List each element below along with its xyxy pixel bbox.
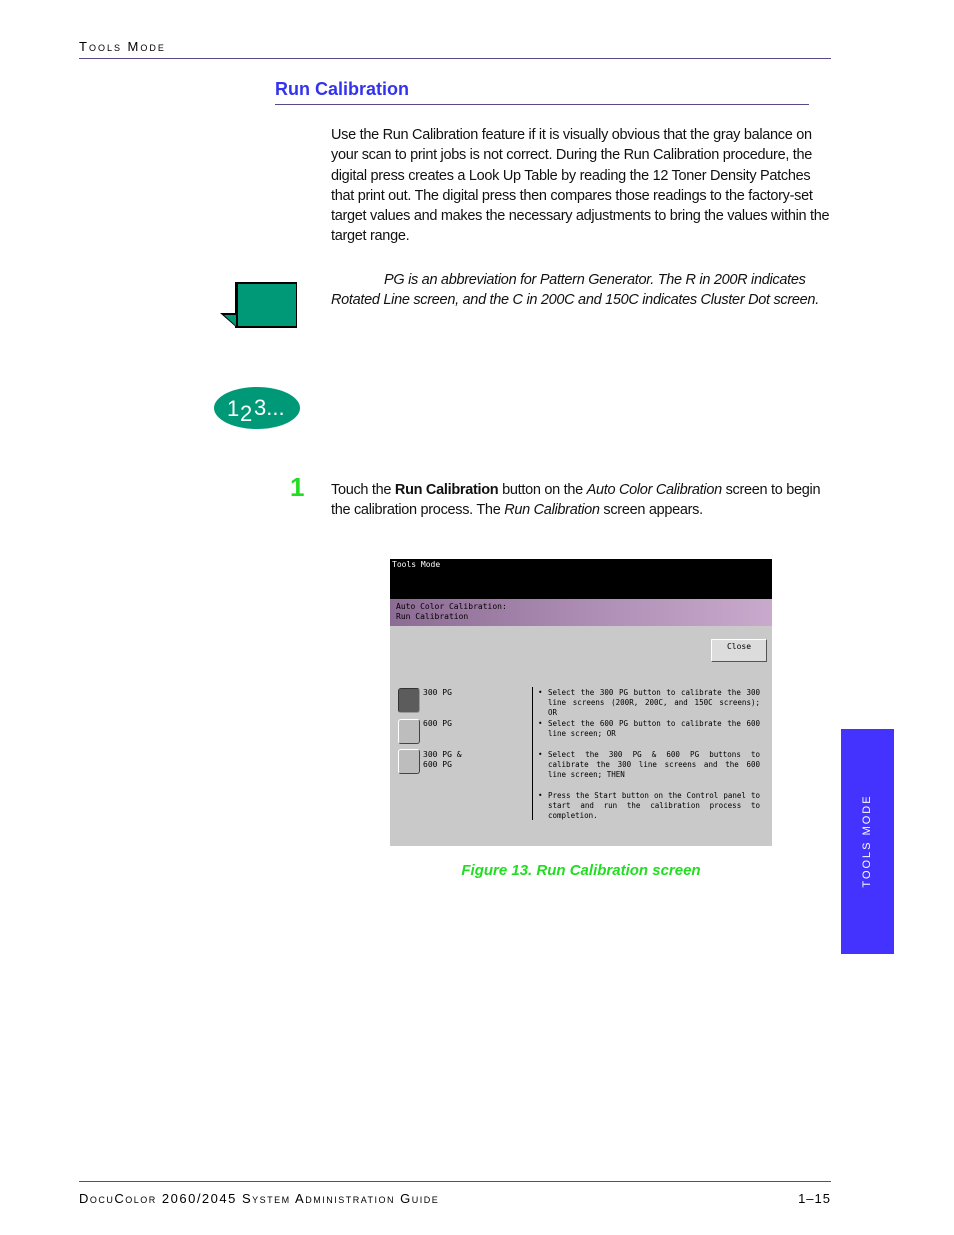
svg-text:1: 1 [227, 396, 240, 421]
instruction-bullet: • [538, 750, 543, 759]
intro-paragraph: Use the Run Calibration feature if it is visually obvious that the gray balance on your scan to print jobs is not correct. During the Run Calibration procedure, the digital press creates a Look Up Table by reading the 12 Toner Density Patches that print out. The digital press then compares those readings to the factory-set target values and makes the necessary adjustments to bring the values within the target range. [331, 127, 830, 245]
screen-breadcrumb-band [390, 599, 772, 651]
instruction-text: Select the 300 PG & 600 PG buttons to calibrate the 300 line screens and the 600 line screen; THEN [548, 750, 760, 780]
option-300pg-button[interactable] [398, 688, 420, 713]
option-600pg-button[interactable] [398, 719, 420, 744]
step-text-prefix: Touch the [331, 482, 395, 498]
running-header: Tools Mode [79, 39, 166, 54]
screen-title: Tools Mode [392, 560, 441, 569]
close-button[interactable]: Close [711, 639, 767, 662]
instruction-item [538, 791, 760, 822]
instruction-item [538, 688, 760, 719]
instruction-bullet: • [538, 688, 543, 697]
instruction-text: Select the 600 PG button to calibrate the 600 line screen; OR [548, 719, 760, 739]
step-text-middle: button on the [498, 482, 587, 498]
screen-breadcrumb [396, 602, 507, 622]
figure-caption: Figure 13. Run Calibration screen [461, 862, 701, 879]
step-text [331, 480, 836, 521]
section-heading: Run Calibration [275, 79, 409, 99]
section-rule [275, 104, 809, 105]
footer-title: DocuColor 2060/2045 System Administration Guide [79, 1191, 440, 1206]
svg-text:3...: 3... [254, 395, 285, 420]
option-600pg-label: 600 PG [423, 719, 452, 728]
steps-icon [213, 386, 301, 430]
step-text-end: screen appears. [599, 502, 703, 519]
step-text-suffix: screen to begin the calibration process. The [331, 482, 821, 519]
note-icon [220, 281, 300, 331]
breadcrumb-line-2: Run Calibration [396, 612, 469, 621]
note-text: PG is an abbreviation for Pattern Generator. The R in 200R indicates Rotated Line screen, and the C in 200C and 150C indicates Cluster Dot screen. [331, 272, 819, 309]
instruction-text: Press the Start button on the Control panel to start and run the calibration process to completion. [548, 791, 760, 821]
option-both-button[interactable] [398, 749, 420, 774]
step-button-name: Run Calibration [394, 482, 499, 498]
instruction-item [538, 750, 760, 781]
step-screen-name: Auto Color Calibration [586, 482, 722, 498]
instruction-bullet: • [538, 719, 543, 728]
screen-divider [532, 687, 533, 820]
breadcrumb-line-1: Auto Color Calibration: [396, 602, 507, 611]
step-number: 1 [290, 472, 305, 502]
footer-rule [79, 1181, 831, 1182]
side-tab-label: TOOLS MODE [861, 794, 873, 888]
instruction-bullet: • [538, 791, 543, 800]
option-both-label: 300 PG & 600 PG [423, 750, 462, 769]
option-300pg-label: 300 PG [423, 688, 452, 697]
step-result-screen: Run Calibration [504, 502, 600, 519]
screen-titlebar [390, 559, 772, 599]
run-calibration-screen [390, 559, 772, 846]
side-tab [841, 729, 894, 954]
page-number: 1–15 [798, 1191, 831, 1206]
instruction-text: Select the 300 PG button to calibrate the 300 line screens (200R, 200C, and 150C screens); OR [548, 688, 760, 718]
instruction-item [538, 719, 760, 739]
header-rule [79, 58, 831, 59]
svg-text:2: 2 [240, 401, 253, 426]
